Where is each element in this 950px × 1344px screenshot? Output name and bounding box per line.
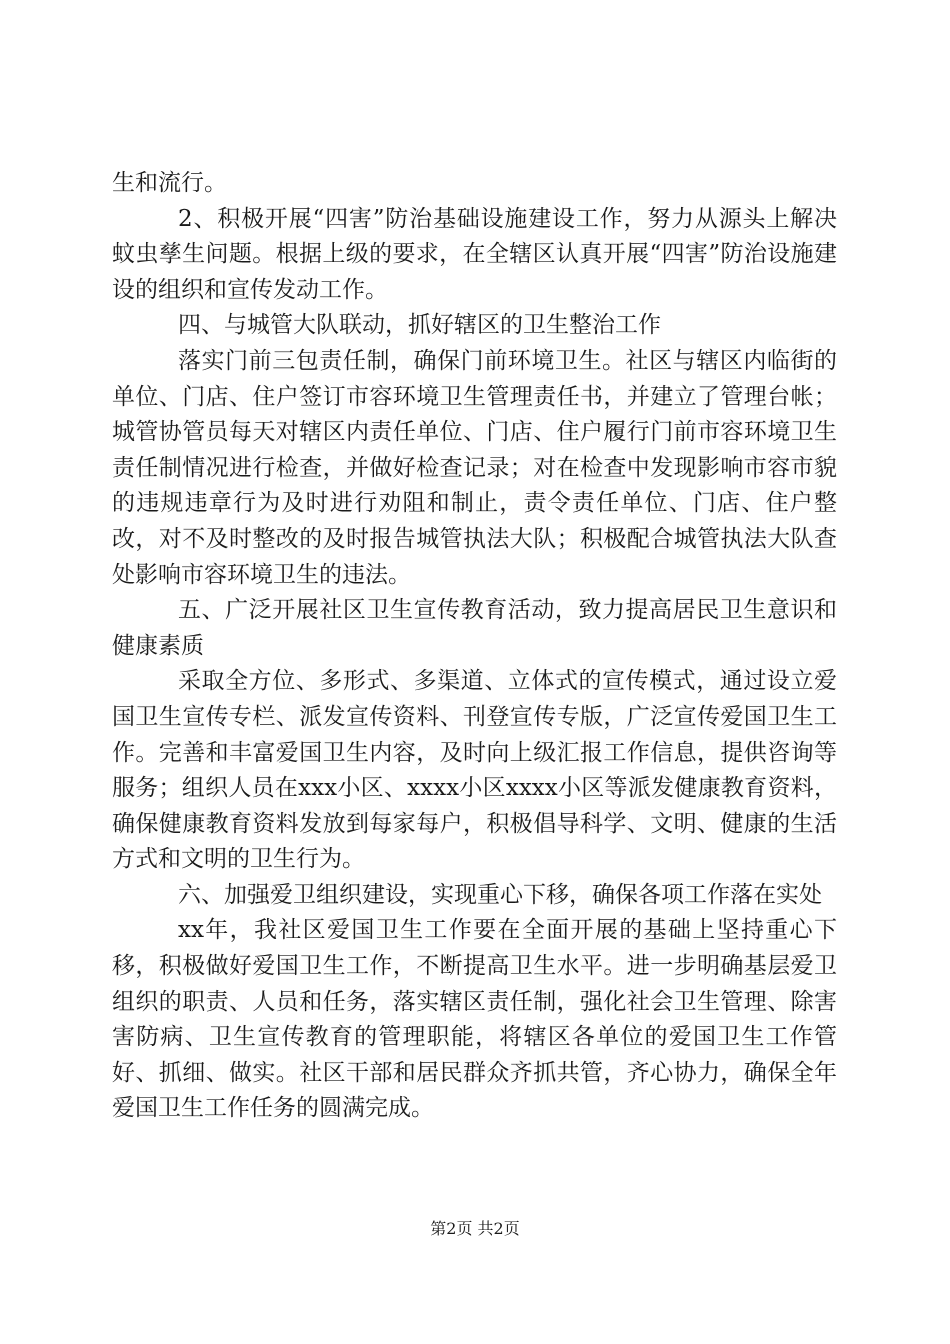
section-heading-4: 四、与城管大队联动，抓好辖区的卫生整治工作 bbox=[178, 312, 661, 339]
page-number-label: 第2页 共2页 bbox=[430, 1219, 520, 1238]
section-heading-6: 六、加强爱卫组织建设，实现重心下移，确保各项工作落在实处 bbox=[178, 881, 822, 908]
page-footer bbox=[0, 1219, 950, 1239]
paragraph-section-5-body: 采取全方位、多形式、多渠道、立体式的宣传模式，通过设立爱国卫生宣传专栏、派发宣传资料、刊登宣传专版，广泛宣传爱国卫生工作。完善和丰富爱国卫生内容，及时向上级汇报工作信息，提供咨询等服务；组织人员在xxx小区、xxxx小区xxxx小区等派发健康教育资料，确保健康教育资料发放到每家每户，积极倡导科学、文明、健康的生活方式和文明的卫生行为。 bbox=[112, 668, 837, 873]
paragraph-section-6-body: xx年，我社区爱国卫生工作要在全面开展的基础上坚持重心下移，积极做好爱国卫生工作，不断提高卫生水平。进一步明确基层爱卫组织的职责、人员和任务，落实辖区责任制，强化社会卫生管理、除害害防病、卫生宣传教育的管理职能，将辖区各单位的爱国卫生工作管好、抓细、做实。社区干部和居民群众齐抓共管，齐心协力，确保全年爱国卫生工作任务的圆满完成。 bbox=[112, 917, 837, 1122]
section-heading-5: 五、广泛开展社区卫生宣传教育活动，致力提高居民卫生意识和健康素质 bbox=[112, 597, 837, 659]
paragraph-continuation: 生和流行。 bbox=[112, 170, 227, 196]
document-body bbox=[112, 166, 837, 1127]
paragraph-item-2: 2、积极开展“四害”防治基础设施建设工作，努力从源头上解决蚊虫孳生问题。根据上级的要求，在全辖区认真开展“四害”防治设施建设的组织和宣传发动工作。 bbox=[112, 205, 837, 303]
paragraph-section-4-body: 落实门前三包责任制，确保门前环境卫生。社区与辖区内临街的单位、门店、住户签订市容环境卫生管理责任书，并建立了管理台帐；城管协管员每天对辖区内责任单位、门店、住户履行门前市容环境卫生责任制情况进行检查，并做好检查记录；对在检查中发现影响市容市貌的违规违章行为及时进行劝阻和制止，责令责任单位、门店、住户整改，对不及时整改的及时报告城管执法大队；积极配合城管执法大队查处影响市容环境卫生的违法。 bbox=[112, 347, 837, 588]
